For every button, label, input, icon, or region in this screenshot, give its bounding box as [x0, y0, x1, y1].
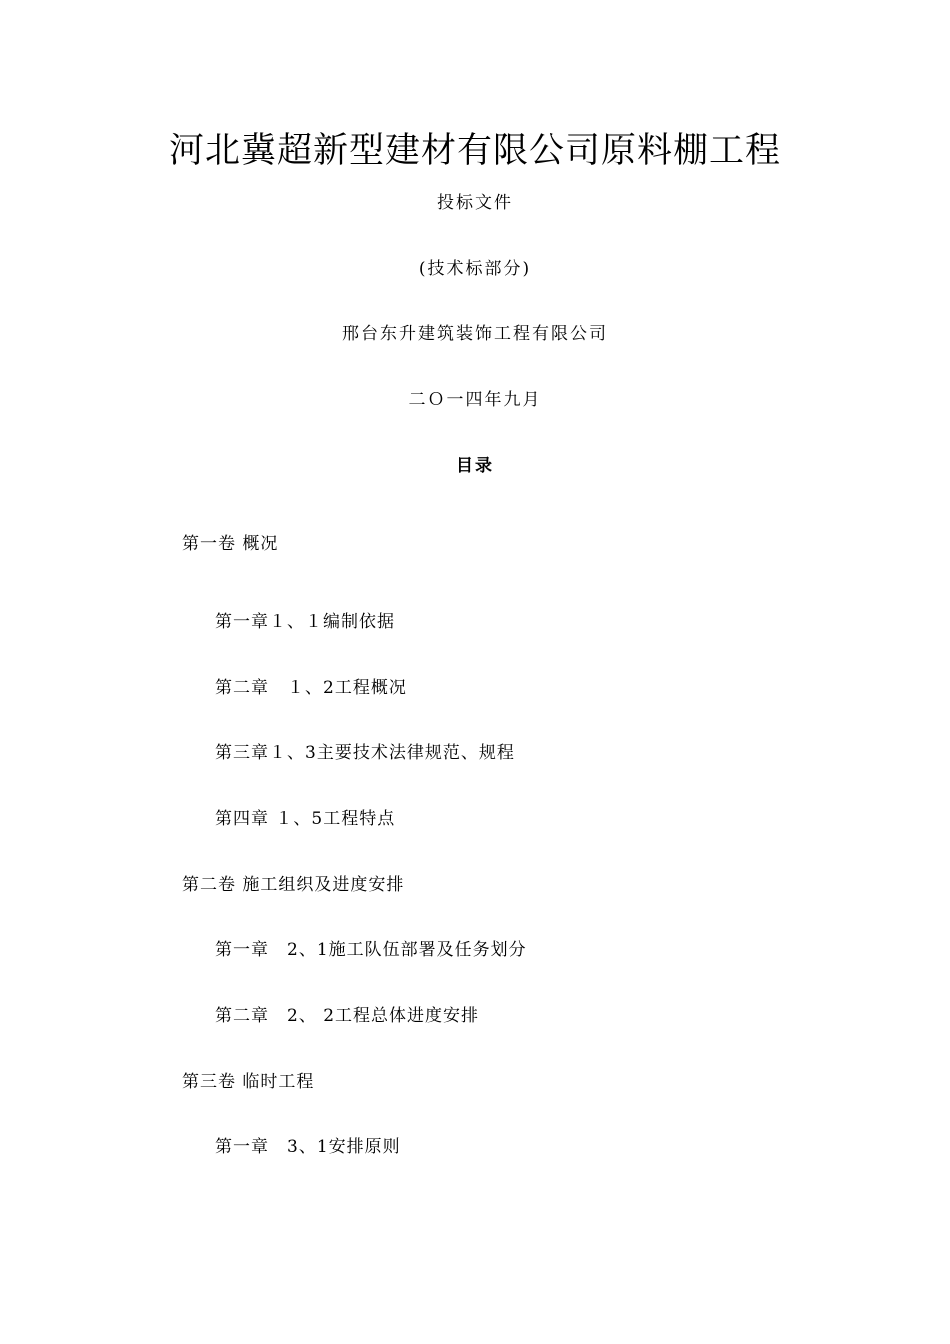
document-title: 河北冀超新型建材有限公司原料棚工程	[168, 131, 781, 171]
toc-chapter-3-1: 第一章 3、1安排原则	[215, 1137, 401, 1157]
toc-volume-1: 第一卷 概况	[182, 534, 279, 554]
toc-chapter-1-4: 第四章 １、5工程特点	[215, 809, 396, 829]
document-type: 投标文件	[437, 193, 513, 213]
toc-chapter-1-1: 第一章１、１编制依据	[215, 612, 395, 632]
document-part: (技术标部分)	[418, 259, 532, 279]
toc-chapter-2-2: 第二章 2、 2工程总体进度安排	[215, 1006, 480, 1026]
toc-heading: 目录	[456, 456, 494, 476]
toc-chapter-2-1: 第一章 2、1施工队伍部署及任务划分	[215, 940, 527, 960]
toc-chapter-1-3: 第三章１、3主要技术法律规范、规程	[215, 743, 515, 763]
toc-volume-2: 第二卷 施工组织及进度安排	[182, 875, 405, 895]
document-date: 二Ｏ一四年九月	[408, 390, 542, 410]
toc-volume-3: 第三卷 临时工程	[182, 1072, 315, 1092]
company-name: 邢台东升建筑装饰工程有限公司	[342, 324, 608, 344]
toc-chapter-1-2: 第二章 １、2工程概况	[215, 678, 407, 698]
